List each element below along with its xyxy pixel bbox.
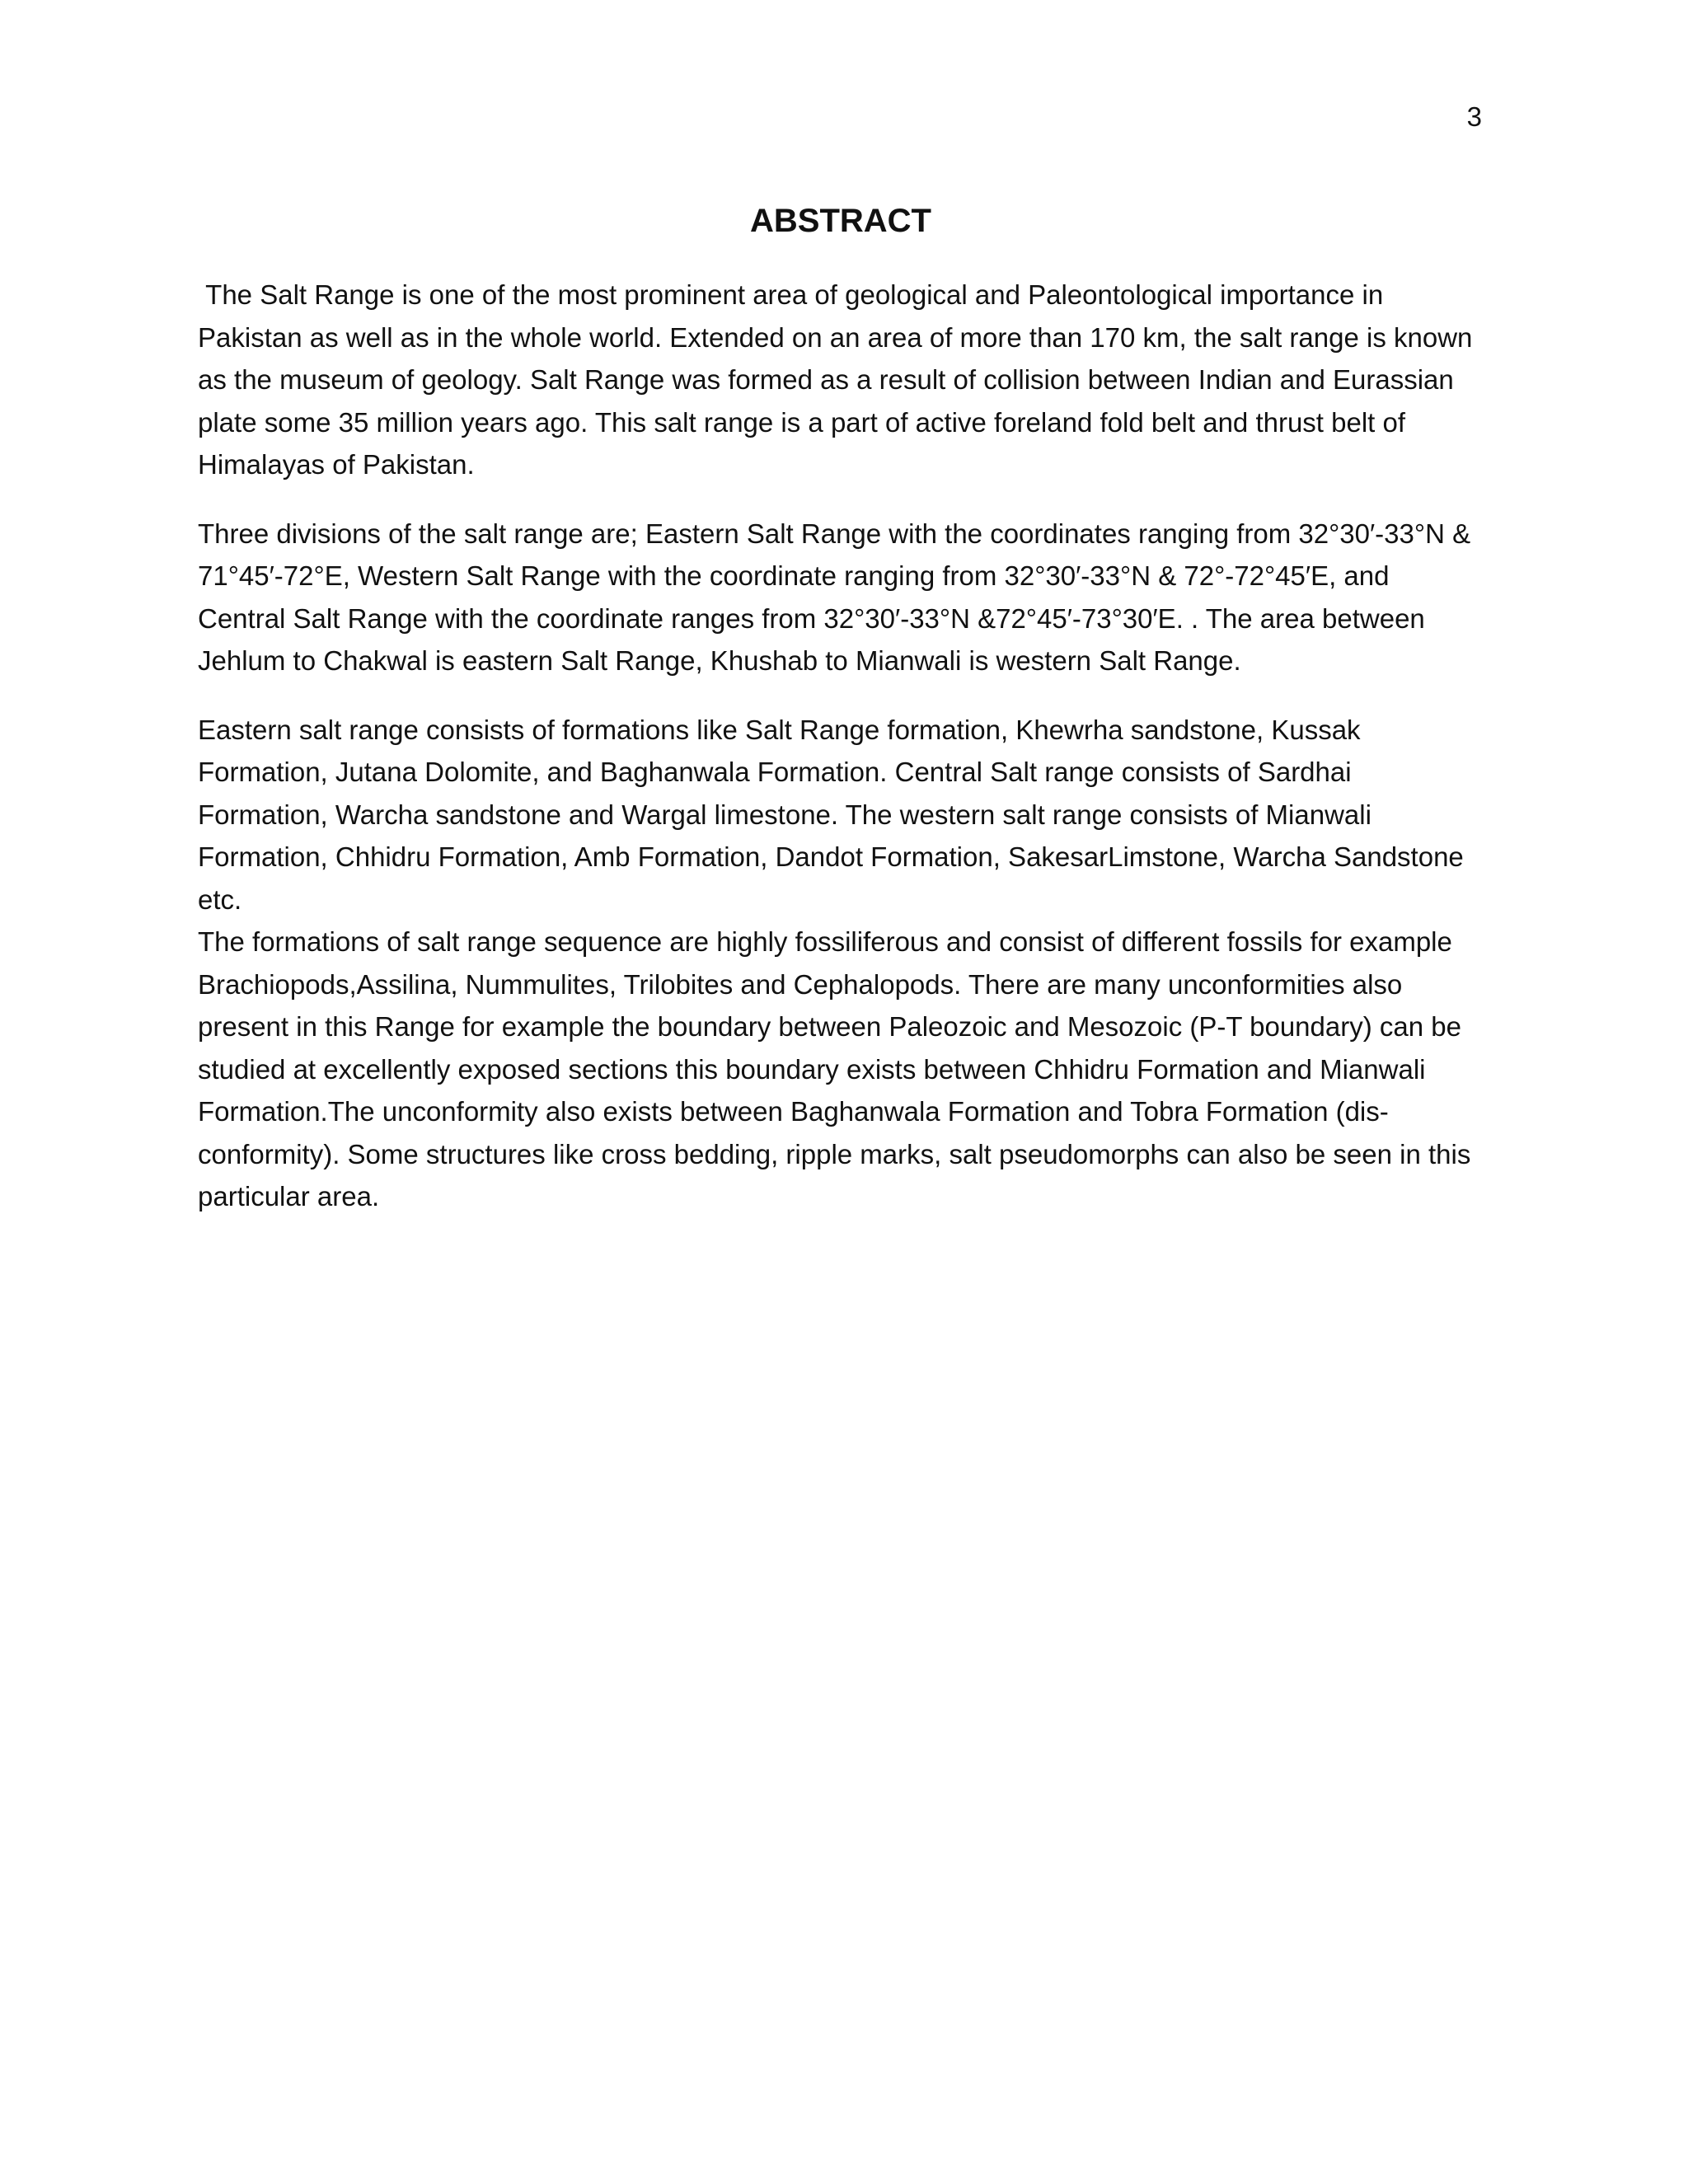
- paragraph-fossils-unconformities: The formations of salt range sequence are highly fossiliferous and consist of different fossils for example Brachiopods,Assilina, Nummulites, Trilobites and Cephalopods. There are many unconformities also present in this Range for example the boundary between Paleozoic and Mesozoic (P-T boundary) can be studied at excellently exposed sections this boundary exists between Chhidru Formation and Mianwali Formation.The unconformity also exists between Baghanwala Formation and Tobra Formation (dis-conformity). Some structures like cross bedding, ripple marks, salt pseudomorphs can also be seen in this particular area.: [198, 926, 1471, 1212]
- paragraph-salt-range-divisions: Three divisions of the salt range are; Eastern Salt Range with the coordinates ranging from 32°30′-33°N & 71°45′-72°E, Western Salt Range with the coordinate ranging from 32°30′-33°N & 72°-72°45′E, and Central Salt Range with the coordinate ranges from 32°30′-33°N &72°45′-73°30′E. . The area between Jehlum to Chakwal is eastern Salt Range, Khushab to Mianwali is western Salt Range.: [198, 518, 1471, 676]
- paragraph-salt-range-overview: The Salt Range is one of the most prominent area of geological and Paleontological importance in Pakistan as well as in the whole world. Extended on an area of more than 170 km, the salt range is known as the museum of geology. Salt Range was formed as a result of collision between Indian and Eurassian plate some 35 million years ago. This salt range is a part of active foreland fold belt and thrust belt of Himalayas of Pakistan.: [198, 279, 1480, 480]
- document-body: [198, 198, 1484, 1244]
- page-number: 3: [1466, 101, 1482, 132]
- abstract-heading: ABSTRACT: [750, 203, 931, 239]
- paragraph-salt-range-formations: Eastern salt range consists of formations like Salt Range formation, Khewrha sandstone, Kussak Formation, Jutana Dolomite, and Baghanwala Formation. Central Salt range consists of Sardhai Formation, Warcha sandstone and Wargal limestone. The western salt range consists of Mianwali Formation, Chhidru Formation, Amb Formation, Dandot Formation, SakesarLimstone, Warcha Sandstone etc.: [198, 714, 1464, 915]
